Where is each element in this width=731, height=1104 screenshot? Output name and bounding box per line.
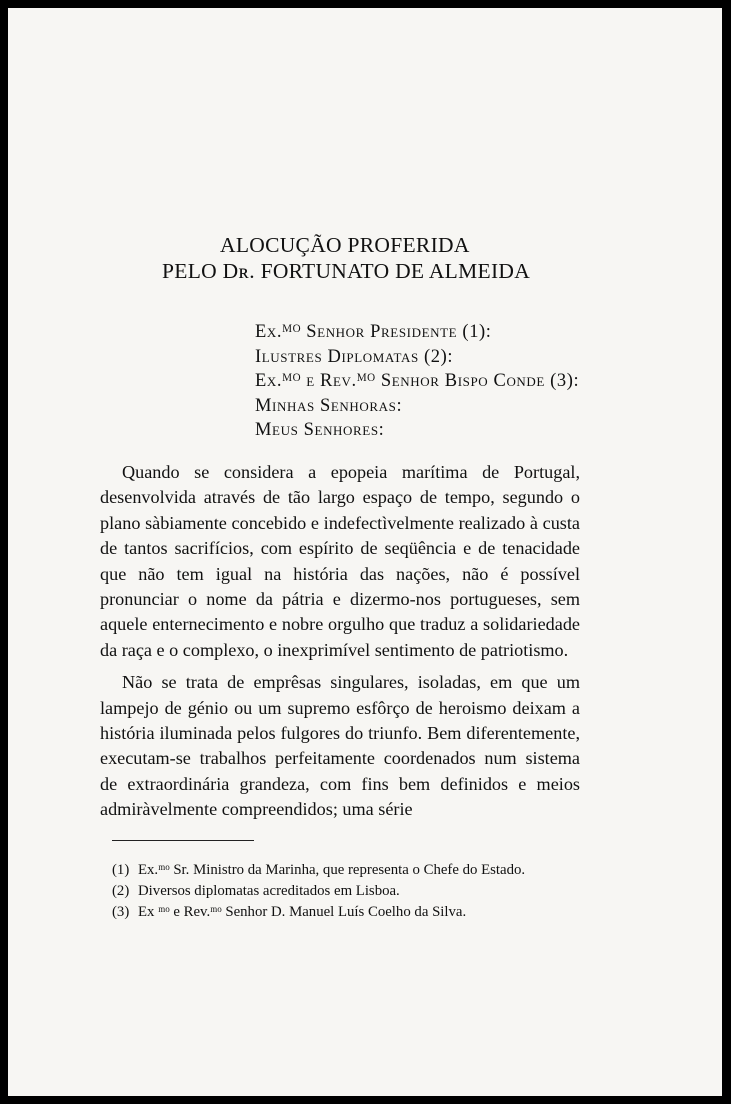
footnote-2 bbox=[112, 881, 582, 902]
footnotes bbox=[112, 860, 582, 923]
footnote-number: (2) bbox=[112, 883, 130, 899]
footnote-text: Ex.ᵐᵒ Sr. Ministro da Marinha, que representa o Chefe do Estado. bbox=[138, 862, 526, 878]
salutation-ladies: Minhas Senhoras: bbox=[255, 395, 403, 416]
salutation-president: Ex.ᴹᴼ Senhor Presidente (1): bbox=[255, 322, 492, 342]
footnote-text: Diversos diplomatas acreditados em Lisboa. bbox=[138, 883, 400, 899]
salutation-diplomats: Ilustres Diplomatas (2): bbox=[255, 346, 454, 367]
footnote-text: Ex ᵐᵒ e Rev.ᵐᵒ Senhor D. Manuel Luís Coelho da Silva. bbox=[138, 904, 467, 920]
paragraph-2: Não se trata de emprêsas singulares, isoladas, em que um lampejo de génio ou um supremo esfôrço de heroismo deixam a história iluminada pelos fulgores do triunfo. Bem diferentemente, executam-se trabalhos perfeitamente coordenados num sistema de extraordinária grandeza, com fins bem definidos e meios admiràvelmente compreendidos; uma série bbox=[100, 672, 580, 820]
body-text bbox=[100, 460, 580, 830]
footnote-1 bbox=[112, 860, 582, 881]
footnote-divider bbox=[112, 840, 254, 841]
paragraph-1: Quando se considera a epopeia marítima de Portugal, desenvolvida através de tão largo espaço de tempo, segundo o plano sàbiamente concebido e indefectìvelmente realizado à custa de tantos sacrifícios, com espírito de seqüência e de tenacidade que não tem igual na história das nações, não é possível pronunciar o nome da pátria e dizermo-nos portugueses, sem aquele enternecimento e nobre orgulho que traduz a solidariedade da raça e o complexo, o inexprimível sentimento de patriotismo. bbox=[100, 462, 580, 660]
salutation-gentlemen: Meus Senhores: bbox=[255, 420, 385, 440]
salutation-bishop: Ex.ᴹᴼ e Rev.ᴹᴼ Senhor Bispo Conde (3): bbox=[255, 371, 580, 391]
footnote-number: (1) bbox=[112, 862, 130, 878]
title-line-2: PELO Dʀ. FORTUNATO DE ALMEIDA bbox=[162, 259, 531, 283]
title-line-1: ALOCUÇÃO PROFERIDA bbox=[220, 233, 470, 257]
footnote-3 bbox=[112, 902, 582, 923]
footnote-number: (3) bbox=[112, 904, 130, 920]
document-page bbox=[8, 8, 722, 1096]
salutation-block bbox=[255, 320, 579, 443]
